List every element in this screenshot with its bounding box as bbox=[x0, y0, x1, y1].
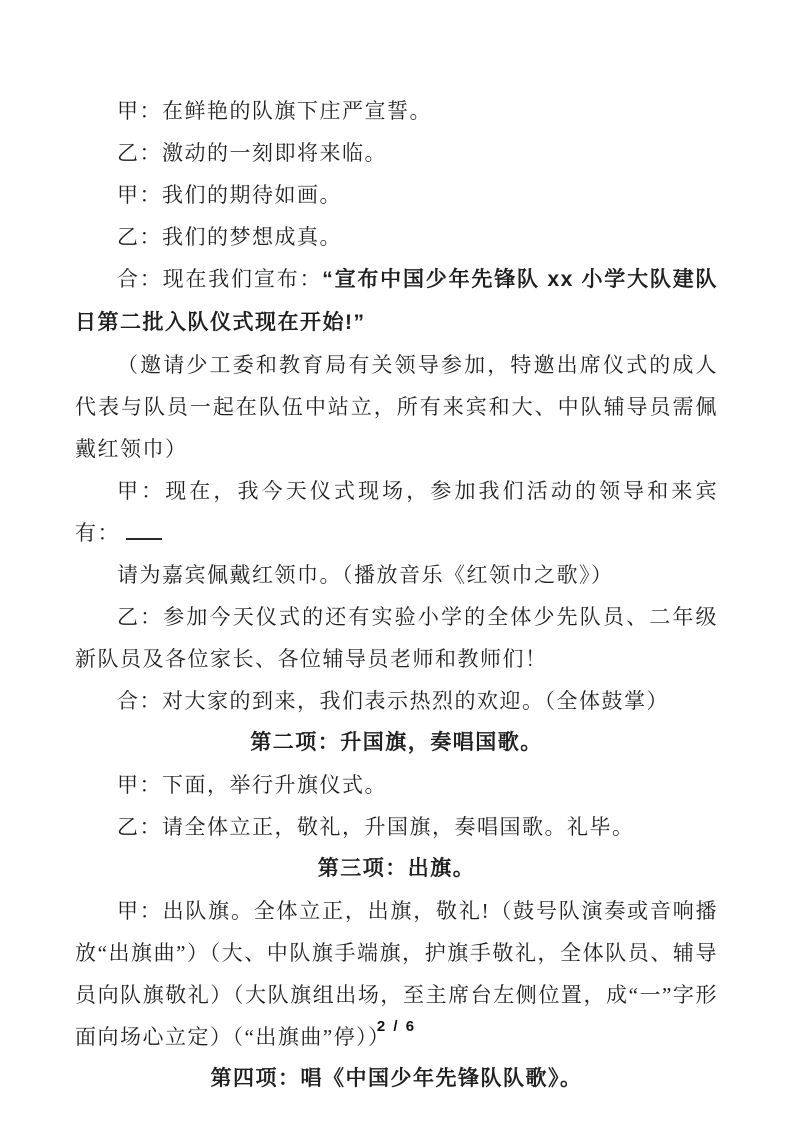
text-run: 合：对大家的到来，我们表示热烈的欢迎。（全体鼓掌） bbox=[117, 689, 669, 713]
text-run: 请为嘉宾佩戴红领巾。（播放音乐《红领巾之歌》） bbox=[117, 563, 614, 587]
text-run: （邀请少工委和教育局有关领导参加，特邀出席仪式的成人代表与队员一起在队伍中站立，所有来宾和大、中队辅导员需佩戴红领巾） bbox=[75, 353, 718, 461]
text-run: 甲：我们的期待如画。 bbox=[117, 183, 342, 207]
text-run: 乙：激动的一刻即将来临。 bbox=[117, 141, 387, 165]
script-line bbox=[75, 680, 718, 722]
script-line bbox=[75, 554, 718, 596]
script-line bbox=[75, 470, 718, 554]
script-line bbox=[75, 174, 718, 216]
script-line bbox=[75, 806, 718, 848]
text-run: 第三项：出旗。 bbox=[317, 857, 476, 880]
text-run: 甲：出队旗。全体立正，出旗，敬礼!（鼓号队演奏或音响播放“出旗曲”）（大、中队旗手端旗，护旗手敬礼，全体队员、辅导员向队旗敬礼）（大队旗组出场，至主席台左侧位置，成“一”字形面向场心立定）（“出旗曲”停）） bbox=[75, 899, 718, 1049]
text-run: 第四项：唱《中国少年先锋队队歌》。 bbox=[210, 1067, 583, 1090]
text-run: 乙：我们的梦想成真。 bbox=[117, 225, 342, 249]
text-run: “宣布中国少年先锋队 xx 小学大队建队日第二批入队仪式现在开始!” bbox=[75, 268, 719, 334]
page-number: 2 / 6 bbox=[376, 1018, 417, 1035]
section-heading bbox=[75, 1058, 718, 1100]
text-run: 甲：下面，举行升旗仪式。 bbox=[117, 773, 387, 797]
section-heading bbox=[75, 722, 718, 764]
script-line bbox=[75, 90, 718, 132]
script-line bbox=[75, 216, 718, 258]
script-line bbox=[75, 596, 718, 680]
script-line bbox=[75, 132, 718, 174]
text-run: 甲：现在，我今天仪式现场，参加我们活动的领导和来宾有： bbox=[75, 479, 718, 545]
text-run: 甲：在鲜艳的队旗下庄严宣誓。 bbox=[117, 99, 432, 123]
script-line bbox=[75, 258, 718, 344]
text-run: 乙：参加今天仪式的还有实验小学的全体少先队员、二年级新队员及各位家长、各位辅导员老师和教师们！ bbox=[75, 605, 718, 671]
fill-in-blank-underline bbox=[126, 517, 162, 540]
section-heading bbox=[75, 848, 718, 890]
text-run: 合：现在我们宣布： bbox=[117, 267, 323, 291]
script-line bbox=[75, 764, 718, 806]
script-line bbox=[75, 344, 718, 470]
text-run: 乙：请全体立正，敬礼，升国旗，奏唱国歌。礼毕。 bbox=[117, 815, 635, 839]
text-run: 第二项：升国旗，奏唱国歌。 bbox=[250, 731, 543, 754]
document-body bbox=[75, 90, 718, 1100]
